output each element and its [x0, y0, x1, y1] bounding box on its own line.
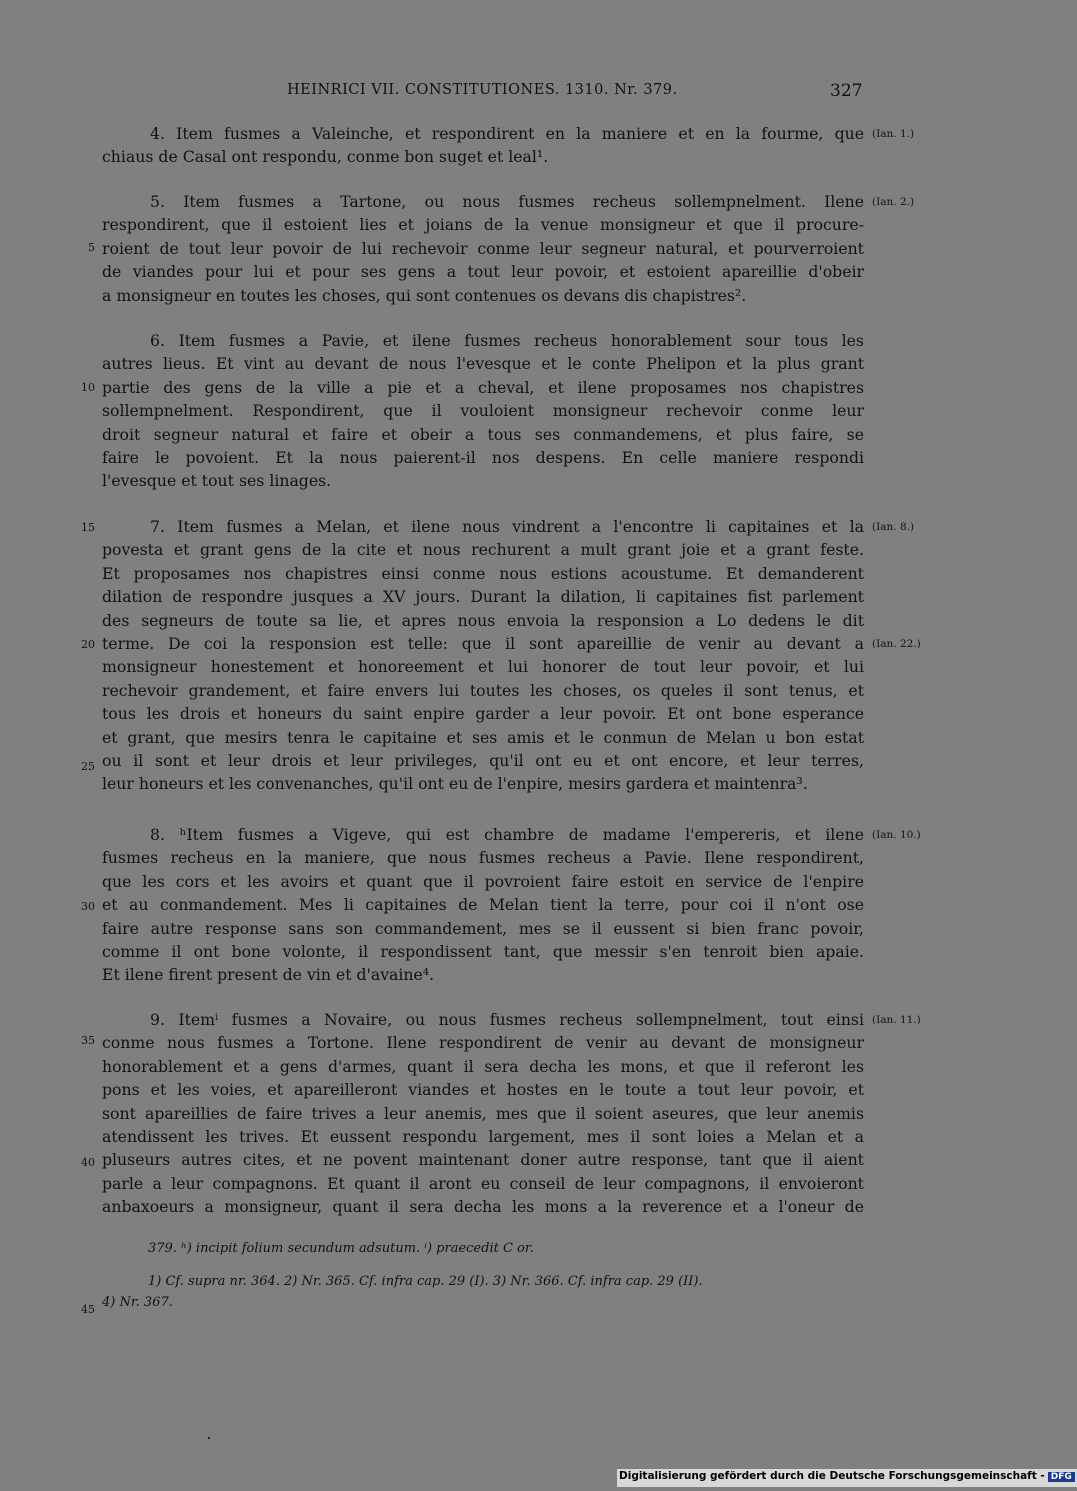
text-line: 8. ʰItem fusmes a Vigeve, qui est chambre de madame l'empereris, et ilene: [150, 825, 864, 844]
text-line: conme nous fusmes a Tortone. Ilene respondirent de venir au devant de monsigneur: [102, 1033, 864, 1053]
paragraph-4: [102, 122, 864, 169]
source-notes-2: 4) Nr. 367.: [102, 1295, 173, 1310]
text-line: pons et les voies, et apareilleront viandes et hostes en le toute a tout leur povoir, et: [102, 1080, 864, 1100]
line-number: 15: [81, 521, 95, 534]
text-line: a monsigneur en toutes les choses, qui sont contenues os devans dis chapistres².: [102, 285, 747, 305]
text-line: des segneurs de toute sa lie, et apres nous envoia la responsion a Lo dedens le dit: [102, 610, 864, 630]
margin-date: (Ian. 11.): [872, 1014, 921, 1026]
text-line: sont apareillies de faire trives a leur anemis, mes que il soient aseures, que leur anemis: [102, 1103, 864, 1123]
page-number: 327: [830, 81, 863, 101]
text-line: et grant, que mesirs tenra le capitaine et ses amis et le conmun de Melan u bon estat: [102, 727, 864, 747]
text-line: Et proposames nos chapistres einsi conme nous estions acoustume. Et demanderent: [102, 563, 864, 583]
text-line: pluseurs autres cites, et ne povent maintenant doner autre response, tant que il aient: [102, 1150, 864, 1170]
text-line: leur honeurs et les convenanches, qu'il ont eu de l'enpire, mesirs gardera et maintenra³.: [102, 774, 808, 794]
paragraph-7: [102, 515, 864, 796]
running-title: HEINRICI VII. CONSTITUTIONES. 1310. Nr. 379.: [287, 82, 678, 98]
text-line: de viandes pour lui et pour ses gens a tout leur povoir, et estoient apareillie d'obeir: [102, 262, 864, 282]
text-line: chiaus de Casal ont respondu, conme bon suget et leal¹.: [102, 147, 549, 167]
text-line: et au conmandement. Mes li capitaines de Melan tient la terre, pour coi il n'ont ose: [102, 895, 864, 915]
text-line: 6. Item fusmes a Pavie, et ilene fusmes recheus honorablement sour tous les: [150, 331, 864, 350]
text-line: 4. Item fusmes a Valeinche, et respondirent en la maniere et en la fourme, que: [150, 124, 864, 143]
text-line: tous les drois et honeurs du saint enpire garder a leur povoir. Et ont bone esperance: [102, 704, 864, 724]
text-line: 7. Item fusmes a Melan, et ilene nous vindrent a l'encontre li capitaines et la: [150, 517, 864, 536]
text-line: ou il sont et leur drois et leur privileges, qu'il ont eu et ont encore, et leur terres,: [102, 750, 864, 770]
text-line: 5. Item fusmes a Tartone, ou nous fusmes recheus sollempnelment. Ilene: [150, 192, 864, 211]
text-line: povesta et grant gens de la cite et nous rechurent a mult grant joie et a grant feste.: [102, 540, 864, 560]
line-number: 35: [81, 1034, 95, 1047]
text-line: dilation de respondre jusques a XV jours. Durant la dilation, li capitaines fist parlement: [102, 587, 864, 607]
line-number: 10: [81, 381, 95, 394]
text-line: anbaxoeurs a monsigneur, quant il sera decha les mons a la reverence et a l'oneur de: [102, 1197, 864, 1217]
page-header: [0, 78, 1000, 108]
text-line: roient de tout leur povoir de lui rechevoir conme leur segneur natural, et pourverroient: [102, 238, 864, 258]
line-number: 5: [88, 241, 95, 254]
footer-credit: [617, 1469, 1077, 1487]
text-line: Et ilene firent present de vin et d'avaine⁴.: [102, 965, 435, 985]
margin-date: (Ian. 1.): [872, 128, 915, 140]
source-notes: 1) Cf. supra nr. 364. 2) Nr. 365. Cf. infra cap. 29 (I). 3) Nr. 366. Cf. infra cap. 29 (II).: [148, 1274, 703, 1289]
footnotes: [102, 1238, 864, 1313]
line-number: 25: [81, 760, 95, 773]
text-line: parle a leur compagnons. Et quant il aront eu conseil de leur compagnons, il envoieront: [102, 1173, 864, 1193]
text-line: l'evesque et tout ses linages.: [102, 471, 332, 491]
text-line: droit segneur natural et faire et obeir a tous ses conmandemens, et plus faire, se: [102, 424, 864, 444]
paragraph-9: [102, 1008, 864, 1219]
text-line: faire autre response sans son commandement, mes se il eussent si bien franc povoir,: [102, 918, 864, 938]
footer-text: Digitalisierung gefördert durch die Deutsche Forschungsgemeinschaft -: [619, 1470, 1045, 1482]
margin-date: (Ian. 8.): [872, 521, 915, 533]
line-number: 45: [81, 1303, 95, 1316]
text-line: partie des gens de la ville a pie et a cheval, et ilene proposames nos chapistres: [102, 377, 864, 397]
text-line: terme. De coi la responsion est telle: que il sont apareillie de venir au devant a: [102, 633, 864, 653]
text-line: honorablement et a gens d'armes, quant il sera decha les mons, et que il referont les: [102, 1056, 864, 1076]
text-line: que les cors et les avoirs et quant que il povroient faire estoit en service de l'enpire: [102, 871, 864, 891]
line-number: 40: [81, 1156, 95, 1169]
margin-date: (Ian. 22.): [872, 638, 921, 650]
text-line: 9. Itemⁱ fusmes a Novaire, ou nous fusmes recheus sollempnelment, tout einsi: [150, 1010, 864, 1029]
paragraph-6: [102, 329, 864, 493]
text-line: monsigneur honestement et honoreement et lui honorer de tout leur povoir, et lui: [102, 657, 864, 677]
text-line: respondirent, que il estoient lies et joians de la venue monsigneur et que il procure-: [102, 215, 864, 235]
text-line: autres lieus. Et vint au devant de nous l'evesque et le conte Phelipon et la plus grant: [102, 354, 864, 374]
text-line: sollempnelment. Respondirent, que il vouloient monsigneur rechevoir conme leur: [102, 401, 864, 421]
text-line: rechevoir grandement, et faire envers lui toutes les choses, os queles il sont tenus, et: [102, 680, 864, 700]
text-line: fusmes recheus en la maniere, que nous fusmes recheus a Pavie. Ilene respondirent,: [102, 848, 864, 868]
paragraph-8: [102, 823, 864, 987]
paragraph-5: [102, 190, 864, 307]
line-number: 20: [81, 638, 95, 651]
variant-notes: 379. ʰ) incipit folium secundum adsutum. ⁱ) praecedit C or.: [148, 1241, 534, 1256]
dfg-logo-icon: DFG: [1048, 1472, 1075, 1482]
margin-date: (Ian. 2.): [872, 196, 915, 208]
line-number: 30: [81, 900, 95, 913]
text-line: atendissent les trives. Et eussent respondu largement, mes il sont loies a Melan et a: [102, 1126, 864, 1146]
text-line: faire le povoient. Et la nous paierent-il nos despens. En celle maniere respondi: [102, 447, 864, 467]
text-line: comme il ont bone volonte, il respondissent tant, que messir s'en tenroit bien apaie.: [102, 941, 864, 961]
margin-date: (Ian. 10.): [872, 829, 921, 841]
scan-speck: [208, 1437, 210, 1439]
